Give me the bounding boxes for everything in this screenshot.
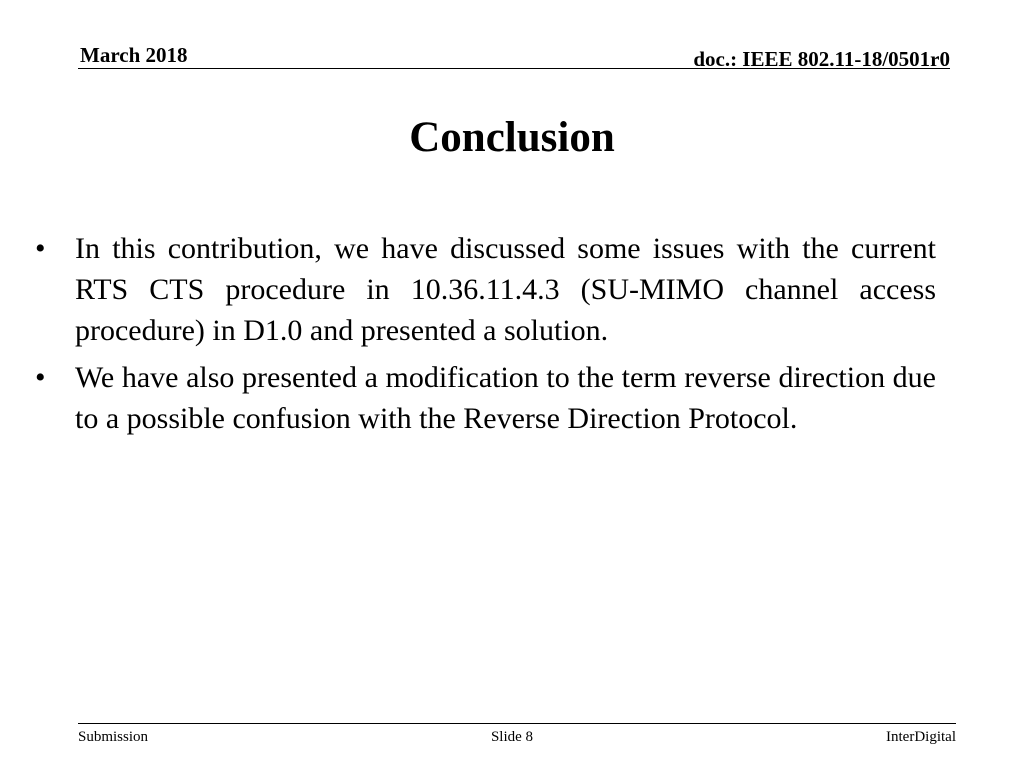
slide-title: Conclusion (409, 114, 615, 161)
header-date: March 2018 (80, 43, 188, 67)
footer-slide-number: Slide 8 (490, 729, 534, 745)
bullet-list (35, 228, 936, 445)
bullet-marker: • (35, 232, 46, 265)
bullet-marker: • (35, 361, 46, 394)
footer-divider (78, 723, 956, 724)
header-divider (78, 68, 950, 69)
bullet-text: We have also presented a modification to the term reverse direction due to a possible confusion with the Reverse Direction Protocol. (75, 361, 936, 435)
footer-submission: Submission (78, 729, 149, 745)
bullet-item (35, 228, 936, 351)
bullet-text: In this contribution, we have discussed some issues with the current RTS CTS procedure in 10.36.11.4.3 (SU-MIMO channel access procedure) in D1.0 and presented a solution. (75, 232, 936, 347)
header-document-id: doc.: IEEE 802.11-18/0501r0 (693, 47, 950, 71)
bullet-item (35, 357, 936, 439)
footer-company: InterDigital (886, 729, 956, 745)
